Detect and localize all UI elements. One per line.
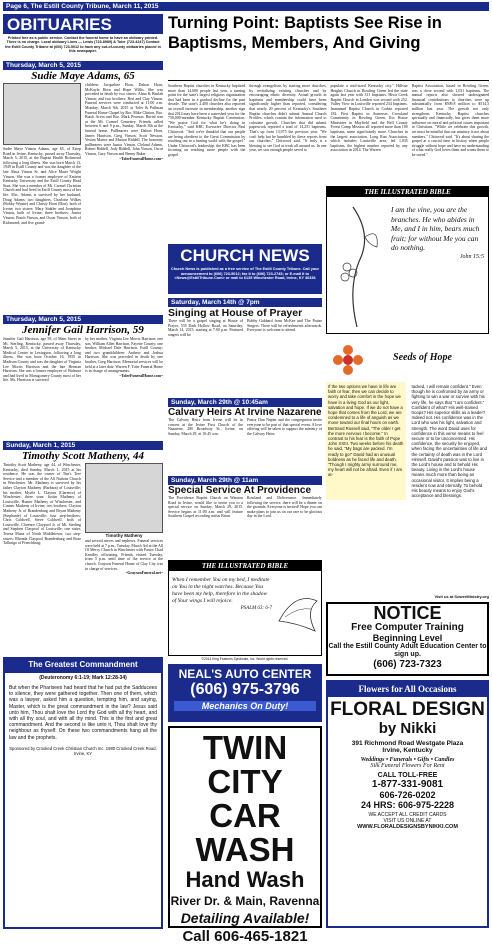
photo-caption: Timothy Matheny xyxy=(105,533,143,538)
carwash-line2: River Dr. & Main, Ravenna xyxy=(170,894,320,908)
article-col1: Southern Baptist churches in Kentucky baptized more than 14,000 people last year, a turning point for the state's largest religious organization that had been in a gradual decline for the past decade. The state's 2,400 churches also reported an overall increase in membership, another sign that 2014 may have been a watershed year for the 750,000-member Kentucky Baptist Convention. "We praise God for what he's doing in Kentucky," said KBC Executive Director Paul Chitwood. "And we're thankful that our people are being obedient to the Great Commission by reaching out in a hurting world with the gospel." Under Chitwood's leadership, the KBC has been focusing on reaching more people with the gospel xyxy=(168,84,246,157)
florist-services: Weddings • Funerals • Gifts • Candles xyxy=(360,757,455,763)
event-text-col2: Rowland and Deliverance. Immediately following the service, there will be a dinner on the grounds. Everyone is invited! Hope you can make plans to join us on our rare to be glorious day in the Lord. xyxy=(247,496,322,519)
commandment-text: But when the Pharisees had heard that he had put the Sadducees to silence, they were gathered together. Then one of them, which was a lawyer, asked him a question, tempting him, and saying, Master, which is the great commandment in the law? Jesus said unto him, Thou shalt love the Lord thy God with all thy heart, and with all thy soul, and with all thy mind. This is the first and great commandment. And the second is like unto it, Thou shalt love thy neighbour as thyself. On these two commandments hang all the law and the prophets. xyxy=(9,685,157,741)
bible-verse xyxy=(387,197,488,333)
carwash-ad xyxy=(168,726,322,945)
page-header: Page 6, The Estill County Tribune, March 11, 2015 xyxy=(3,2,489,11)
event-date: Sunday, March 29th @ 11am xyxy=(168,476,322,485)
obituary-date: Thursday, March 5, 2015 xyxy=(3,61,163,70)
church-news-title: CHURCH NEWS xyxy=(180,246,310,265)
notice-line2: Beginning Level xyxy=(372,633,443,643)
florist-cards: WE ACCEPT ALL CREDIT CARDS xyxy=(368,812,447,818)
seeds-of-hope xyxy=(326,338,489,593)
article-col4: Baptist Association, based in Bowling Green, was a close second with 1,031 baptisms. The annual reports also showed undesignated financial contributions to churches were up substantially from $509.8 million to $514.3 million last year. The growth not only strengthens Kentucky Baptist churches spiritually and financially, but gives them more influence on moral and political issues important to Christians. "While we celebrate this growth, we must be mindful that our ministry is not about numbers," Chitwood said. "It's about sharing the gospel at a crucial time in history when people struggle without hope and have no understanding of what really God loves them and wants them to be saved." xyxy=(411,84,489,157)
commandment-sponsor: Sponsored by Crooked Creek Christian Church Inc. 1980 Crooked Creek Road, Irvine, KY xyxy=(9,745,157,756)
obituary-text-col2: and several nieces and nephews. Funeral services were held at 7 p.m., Tuesday, March 3rd at the All Of Mercy Church in Winchester with Pastor Chad Kendley officiating. Friends visited Tuesday, from 5 p.m. until time of the service at the church. Grayson Funeral Home of Clay City was in charge of services. xyxy=(85,539,163,571)
florist-address1: 391 Richmond Road Westgate Plaza xyxy=(351,740,464,747)
illustrated-bible-psalm xyxy=(168,560,322,656)
event-date: Saturday, March 14th @ 7pm xyxy=(168,298,322,307)
obituary-date: Thursday, March 5, 2015 xyxy=(3,315,163,324)
notice-ad xyxy=(326,602,489,676)
article-col2: through evangelism, by starting more churches, by revitalizing existing churches and by encouraging ethnic diversity. Actual growth in baptisms and membership could have been significantly higher than reported, considering that nearly 20 percent of Kentucky's Southern Baptist churches didn't submit Annual Church Profiles, which contain the information used to calculate growth. Churches that did submit paperwork reported a total of 14,251 baptisms. That's up from 13,975 the previous year. "We can't help but be humbled by these reports from our churches," Chitwood said. "It truly is a blessing to see God at work all around us. In one year, we saw enough people saved to xyxy=(249,84,327,153)
florist-phone1: 1-877-331-9081 xyxy=(371,779,444,790)
lead-headline xyxy=(168,13,489,76)
obituary-source: ~TolerFuneralHome.com~ xyxy=(119,373,163,378)
obituaries-title: OBITUARIES xyxy=(3,14,163,34)
bird-illustration xyxy=(275,571,321,655)
obituary-source: ~GraysonFuneral.net~ xyxy=(125,571,163,576)
carwash-line4: Call 606-465-1821 xyxy=(182,928,308,945)
obituary-name: Timothy Scott Matheny, 44 xyxy=(21,450,145,462)
event-title: Singing at House of Prayer xyxy=(168,307,303,319)
carwash-title1: TWIN CITY xyxy=(202,729,288,800)
florist-banner: Flowers for All Occasions xyxy=(328,682,487,697)
event-title: Special Service At Providence xyxy=(168,485,312,496)
event-text-col2: Bobby Gabbard from McKee and The Praise Singers. There will be refreshments afterwards. Everyone is welcome to attend. xyxy=(247,319,322,333)
illustrated-bible-vine xyxy=(326,186,489,334)
seeds-title: Seeds of Hope xyxy=(393,352,452,363)
commandment-reference: (Deuteronomy 6:1-19; Mark 12:28-34) xyxy=(39,675,127,681)
obituary-harrison xyxy=(3,315,163,439)
florist-web: WWW.FLORALDESIGNSBYNIKKI.COM xyxy=(357,824,458,830)
bird-icon xyxy=(275,571,321,655)
obituary-adams xyxy=(3,61,163,313)
florist-name1: FLORAL DESIGN xyxy=(330,699,485,720)
divider xyxy=(168,80,489,81)
event-text-col1: The Calvary Heirs from Irvine will be in concert at the Irvine First Church of the Nazarene, 280 Broadway St., Irvine, on Sunday, March 29, at 10:45 a.m. xyxy=(168,418,243,436)
carwash-title2: CAR WASH xyxy=(195,797,295,868)
event-date: Sunday, March 29th @ 10:45am xyxy=(168,398,322,407)
neals-phone: (606) 975-3796 xyxy=(190,681,300,698)
notice-line3: Call the Estill County Adult Education Center to sign up. xyxy=(328,643,487,658)
bible-banner: THE ILLUSTRATED BIBLE xyxy=(327,187,488,197)
obituaries-masthead xyxy=(3,14,163,60)
event-calvary xyxy=(168,398,322,476)
obituary-text-col2: by her mother, Virginia Lee Morris Harrison; one son, William Allen Harrison, Fayette County; one brother, Michael Dale Harrison, Estill County; and two grandchildren: Andrew and Joshua Harrison. She was preceded in death by one brother, Greg Harrison. Memorial services will be held at a later date. Warren F. Toler Funeral Home is in charge of arrangements. xyxy=(85,337,163,374)
florist-services2: Silk Funeral Flowers For Rent xyxy=(370,763,445,769)
obituary-text-col1: Timothy Scott Matheny, age 44, of Winchester, Kentucky, died Sunday, March 1, 2015 at his residence. He was the owner of Tim's Tree Service and a member of the All Nations Church in Winchester. Mr. Matheny is survived by his father Clayton Matheny (Barbara) of Louisville; his mother, Myrtle L. Clayton (Clarence) of Winchester; three sons: Justin Matheny of Louisville, Hunter Matheny of Winchester, and Conner Matheny of Irvine; two brothers: Clayton Matheny Jr. of Brandenburg and Bryan Matheny (Stephanie) of Louisville; four step-brothers: Chris Caldwell, Steve Caldwell, both of Louisville, Clarence Claypool Jr. of Mt. Sterling and Stephen Claypool of Louisville; one sister, Teresa Munz of North Middletown; two step-sisters: Rhonda Claypool Brandenburg and Rose Tallarigo of Frenchburg; xyxy=(3,463,81,546)
headline-text: Turning Point: Baptists See Rise in Baptisms, Members, And Giving xyxy=(168,14,442,52)
notice-phone: (606) 723-7323 xyxy=(373,659,442,670)
seeds-text-col1: If the two options we have in life are faith or fear, then we can decide to worry and take comfort in the hope we have in a living God as our light, salvation and hope. If we do not have a hope that comes from the Lord, we are condemned to a life of anguish as we move toward our final hours on earth. Bertrand Russell said, "The older I get the more nervous I become." In contrast to his fear is the faith of Pope John XXIII. Two weeks before his death he said, "My bags are packed. I'm ready to go!" David had an unusual boldness as he faced life and death. "Though I mighty army surround me, my heart will not be afraid. Even if I am at- xyxy=(326,382,406,500)
event-text-col1: The Providence Baptist Church on Winston Road in Irvine, would like to invite you to a special service on Sunday, March 29, 2015. Service begins at 11:00 a.m. and will feature Southern Gospel recording artists Brian xyxy=(168,496,243,519)
seeds-text-col2: tacked, I will remain confident." Even though he is confronted by an army or fighting to win a war or survive with his very life, he says that "I am confident." Confident of what? His well-trained troops? His superior skills as a leader? Indeed not. His confidence was in the Lord who was his light, salvation and strength. The word David uses for confidence in this verse means to feel secure or to be unconcerned. His confidence, the security he enjoyed, when facing the uncertainties of life and the certainty of death was in the Lord Himself. David's passion was to live in the Lord's house and to behold His beauty. Living in the Lord's house means much more than being an occasional visitor. It implies being a resident now and eternally. To behold His beauty means to enjoy God's acceptance and blessings. xyxy=(411,384,487,499)
event-text-col2: Pastor Dan Napier and the congregation invite everyone to be part of that special event. A love offering will be taken to support the ministry of the Calvary Heirs. xyxy=(247,418,322,436)
neals-auto-ad xyxy=(168,664,322,722)
notice-title: NOTICE xyxy=(373,603,442,623)
obituary-photo xyxy=(3,83,81,145)
bible-credit: ©2014 King Features Syndicate, Inc. World rights reserved. xyxy=(201,657,289,661)
obituary-date: Sunday, March 1, 2015 xyxy=(3,441,163,450)
church-news-info: Church News is published as a free service of The Estill County Tribune. Call your announcement to (606) 723-5012; fax it to (606) 723-2745; or E-mail it to <News@EstillTribune.Com> or mail to 6135 Winchester Road, Irvine, KY 40336 xyxy=(171,267,319,280)
event-title: Calvary Heirs At Irvine Nazarene xyxy=(168,407,322,418)
carwash-line3: Detailing Available! xyxy=(180,910,310,926)
obituary-photo xyxy=(85,463,163,533)
event-text-col1: There will be a gospel singing at House of Prayer, 535 Dark Hollow Road, on Saturday, March 14, 2015, starting at 7:00 p.m. Featured singers will be xyxy=(168,319,243,337)
greatest-commandment-box xyxy=(3,657,163,929)
carwash-line1: Hand Wash xyxy=(185,867,305,892)
bible-verse-text: I am the vine, you are the branches. He who abides in Me, and I in him, bears much fruit; for without Me you can do nothing. xyxy=(391,205,480,252)
lead-article xyxy=(168,84,489,184)
florist-call: CALL TOLL-FREE xyxy=(377,772,438,779)
bible-verse xyxy=(169,571,275,655)
obituary-name: Jennifer Gail Harrison, 59 xyxy=(22,324,144,336)
bible-reference: John 15:5 xyxy=(459,253,484,260)
obituary-name: Sudie Maye Adams, 65 xyxy=(31,70,135,82)
seeds-header xyxy=(326,338,489,382)
obituary-text-col1: Jennifer Gail Harrison, age 59, of Main Street in Mt. Sterling, Kentucky, passed away Thursday, March 5, 2015, at the University of Kentucky Medical Center in Lexington, following a long illness. She was born October 16, 1955 in Madison County and was the daughter of Virginia Lee Morris Harrison and the late Herman Harrison. She was a former employee of Walmart and had lived in Montgomery County most of her life. Ms. Harrison is survived xyxy=(3,337,81,383)
obituary-matheny xyxy=(3,441,163,654)
article-col3: populate a mid-sized Kentucky city." Hillvue Heights Church in Bowling Green led the state again last year with 311 baptisms. Hiwa Creek Baptist Church in London was second with 252. Valley View in Louisville reported 234 baptisms. Immanuel Baptist Church in Corbin reported 182. First Baptist in Somerset, Crossland Community in Bowling Green, Ilio House Ministries in Mayfield and the Bell County Forest Camp Mission all reported more than 100 baptisms, some significantly more. Churches in the largest association, Long Run Association, which includes Louisville area, led 1,035 baptisms, the highest number reported by any association in 2014. The Warren xyxy=(330,84,408,153)
bible-verse-text: When I remember You on my bed, I meditate on You in the night watches. Because You have been my help, therefore in the shadow of Your wings I will rejoice. xyxy=(172,577,270,604)
bible-reference: PSALM 63: 6-7 xyxy=(240,606,272,611)
florist-visit: VISIT US ONLINE AT xyxy=(383,818,432,824)
obituary-text-col2: children: Jacqueline Horn, Dalton Horn, McKayla Horn and Hope Willis. She was preceded in death by two sisters: Alma & Beulah Vinson; and two brothers: Bert and Clay Vinson. Funeral services were conducted at 11:00 a.m. Monday, March 9th, 2015 at Toler & Pullman Funeral Home Chapel by Bro. Mike Clinton, Bro. Butch Arvin and Bro. Mark Pearson. Burial was at the Mt. Carmel Cemetery. Friends called between 6 and 9 p.m., Sunday, March 8th at the funeral home. Pallbearers were Dalton Horn, James Harrison, Greg Vinson, Scott Newton, Veston Mance and Marion Riddell. The honorary pallbearers were Junior Vinson, Cleland Adams, Robert Riddell, Jody Riddell, John Vinson, Oscar Vinson, Gary Vinson and Benny Baker. xyxy=(85,83,163,156)
obituary-text-col1: Sudie Maye Vinson Adams, age 65, of Estep Road in Irvine, Kentucky, passed away Thursday, March 5, 2015, at the Baptist Health Richmond following a long illness. She was born March 13, 1949 in Estill County and was the daughter of the late Alma Vinson Sr. and Alice Marie Wright Vinson. She was a former employee of Eastern Kentucky University and the Estill County Head Start. She was a member of Mt. Carmel Christian Church and had lived in Estill County most of her life. Mrs. Adams is survived by her husband, Doug Adams; two daughters, Charlotte Wilkes (Bobby Wynne) and Christy Horn (Don), both of Irvine; two sisters: Mary Sinkler and Josephine Vinson, both of Irvine; three brothers: Junior Vinson, Butch Vinson, and Oscar Vinson, both of Richmond; and five grand- xyxy=(3,147,81,225)
neals-tagline: Mechanics On Duty! xyxy=(174,701,316,711)
notice-line1: Free Computer Training xyxy=(351,622,464,633)
obituaries-policy: Printed free as a public service. Contact the funeral home to have an obituary printed. There is no charge. Local obituary Lines — Lewis (723-8989) & Toler (723-4247) Contact the Estill County Tribune at (606) 723-5012 to have any out-of-county obituaries placed in this newspaper. xyxy=(5,36,161,53)
florist-phone2: 606-726-0202 xyxy=(379,790,436,800)
florist-name2: by Nikki xyxy=(378,720,437,737)
obituary-source: ~TolerFuneralHome.com~ xyxy=(119,156,163,161)
florist-phone3: 24 HRS: 606-975-2228 xyxy=(360,800,455,810)
neals-name: NEAL'S AUTO CENTER xyxy=(178,667,312,681)
commandment-title: The Greatest Commandment xyxy=(5,659,161,673)
flower-icon xyxy=(328,340,368,380)
vine-illustration xyxy=(327,197,387,333)
church-news-header xyxy=(168,244,322,294)
seeds-footer: Visit us at SowerMinistry.org xyxy=(434,594,489,599)
florist-ad xyxy=(326,680,489,928)
event-singing xyxy=(168,298,322,398)
florist-address2: Irvine, Kentucky xyxy=(382,747,433,754)
event-providence xyxy=(168,476,322,558)
bible-banner: THE ILLUSTRATED BIBLE xyxy=(169,561,321,571)
vine-icon xyxy=(327,197,387,333)
